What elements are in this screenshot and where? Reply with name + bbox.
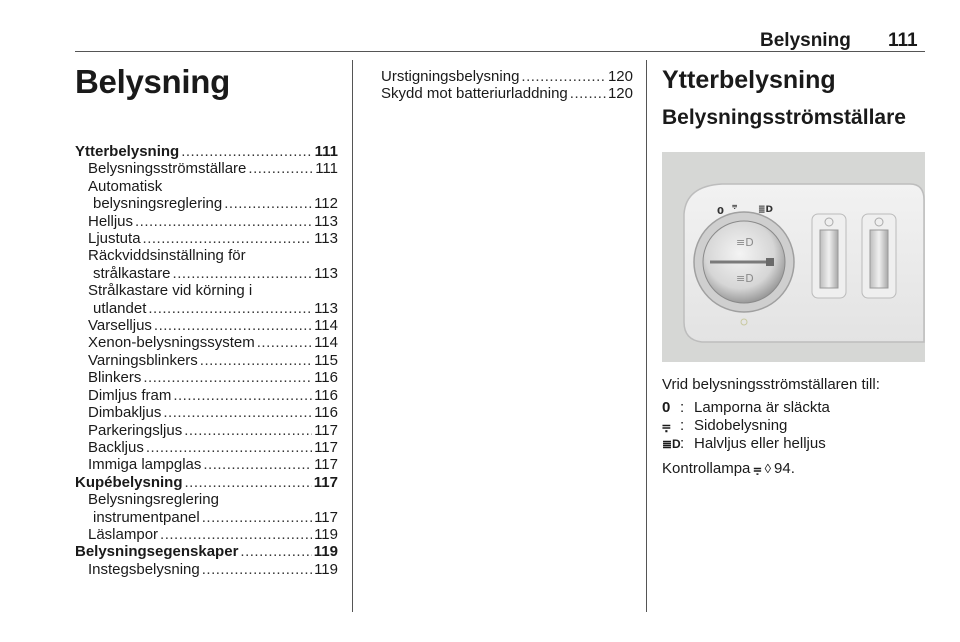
side-lights-icon: ⩦ [753,460,762,476]
toc-entry[interactable] [75,439,338,456]
toc-entry-label: Dimbakljus [88,404,162,422]
table-of-contents-continued [381,68,633,103]
toc-leader-dots [203,456,312,473]
toc-entry-page: 116 [314,404,338,422]
toc-entry-page: 114 [314,334,338,352]
toc-entry-page: 119 [314,560,338,578]
toc-entry-label: Dimljus fram [88,386,172,404]
toc-entry-page: 115 [314,351,338,369]
toc-leader-dots [154,317,312,334]
toc-entry-page: 117 [314,508,338,526]
toc-entry-page: 120 [607,68,633,85]
toc-entry[interactable] [75,213,338,230]
toc-entry-label: Belysningsegenskaper [75,543,239,561]
toc-leader-dots [570,85,606,102]
toc-entry[interactable] [75,456,338,473]
toc-entry-label: Instegsbelysning [88,560,200,578]
toc-entry-page: 117 [314,438,338,456]
toc-entry-page: 117 [314,456,338,474]
toc-entry-page: 113 [314,230,338,248]
toc-entry-label: utlandet [93,299,147,317]
running-header-title: Belysning [760,30,851,51]
toc-entry[interactable] [75,543,338,560]
toc-entry-label: Skydd mot batteriurladdning [381,85,568,103]
table-of-contents [75,143,338,578]
svg-text:≡D: ≡D [736,236,754,249]
toc-leader-dots [173,387,312,404]
legend-colon: : [680,435,685,452]
toc-entry-page: 116 [314,369,338,387]
toc-entry-label: Räckviddsinställning för [88,247,246,265]
toc-entry-label: Belysningsreglering [88,491,219,509]
toc-leader-dots [143,369,312,386]
toc-entry-label: Urstigningsbelysning [381,68,520,85]
toc-leader-dots [143,230,313,247]
legend-colon: : [680,399,685,416]
toc-entry[interactable] [75,422,338,439]
legend-row [662,399,830,417]
toc-entry-page: 119 [314,525,338,543]
page-reference-arrow-icon: ◊ [764,461,772,476]
toc-leader-dots [160,526,312,543]
toc-entry-page: 114 [314,317,338,335]
toc-entry[interactable] [381,68,633,85]
toc-entry[interactable] [75,387,338,404]
toc-entry[interactable] [75,352,338,369]
svg-text:0: 0 [717,206,724,217]
toc-entry-label: Ytterbelysning [75,143,180,160]
toc-entry-page: 113 [314,212,338,230]
subsection-heading: Belysningsströmställare [662,106,906,129]
toc-entry-label: Xenon-belysningssystem [88,334,255,352]
toc-entry-label: Immiga lampglas [88,456,202,474]
toc-entry-page: 117 [313,473,338,491]
legend-row [662,417,830,435]
toc-entry[interactable] [75,404,338,421]
chapter-title: Belysning [75,63,231,100]
toc-entry-page: 113 [314,264,338,282]
toc-leader-dots [200,352,312,369]
svg-text:⩦: ⩦ [732,201,738,211]
column-divider-right [646,60,647,612]
toc-entry-label: Automatisk [88,177,163,195]
toc-leader-dots [148,300,312,317]
toc-entry[interactable] [75,143,338,160]
toc-entry-label: Varningsblinkers [88,351,198,369]
toc-entry-label: Helljus [88,212,134,230]
toc-entry-page: 117 [314,421,338,439]
toc-entry-label: Strålkastare vid körning i [88,282,253,300]
off-symbol-icon: 0 [662,399,671,416]
toc-entry[interactable] [75,369,338,386]
toc-entry[interactable] [75,526,338,543]
toc-leader-dots [521,68,606,85]
toc-entry[interactable] [75,317,338,334]
toc-entry[interactable] [75,230,338,247]
toc-leader-dots [184,422,312,439]
toc-entry-label: Läslampor [88,525,159,543]
control-lamp-page-ref: 94. [774,460,795,477]
control-lamp-reference [662,460,795,477]
toc-leader-dots [146,439,312,456]
toc-entry[interactable] [75,334,338,351]
legend-label: Sidobelysning [694,417,788,434]
header-divider [75,51,925,52]
toc-entry-label: Ljustuta [88,230,141,248]
toc-entry-page: 113 [314,299,338,317]
toc-entry[interactable] [75,509,338,526]
toc-leader-dots [135,213,312,230]
toc-entry-label: strålkastare [93,264,171,282]
toc-entry-label: Belysningsströmställare [88,160,247,178]
toc-entry-page: 111 [315,160,338,178]
toc-entry[interactable] [381,85,633,102]
toc-leader-dots [163,404,312,421]
toc-leader-dots [257,334,312,351]
toc-entry[interactable] [75,195,338,212]
low-beam-icon: ≣D [662,437,681,451]
svg-text:≣D: ≣D [758,205,774,215]
toc-entry-label: Backljus [88,438,144,456]
section-heading: Ytterbelysning [662,66,836,94]
toc-leader-dots [248,160,313,177]
toc-leader-dots [224,195,312,212]
legend-colon: : [680,417,685,434]
svg-text:≡D: ≡D [736,272,754,285]
toc-leader-dots [240,543,311,560]
toc-entry-label: Parkeringsljus [88,421,183,439]
toc-entry[interactable] [75,474,338,491]
control-lamp-label: Kontrollampa [662,460,751,477]
toc-entry-label: instrumentpanel [93,508,200,526]
legend-label: Halvljus eller helljus [694,435,826,452]
toc-leader-dots [185,474,312,491]
toc-entry-label: Kupébelysning [75,473,183,491]
light-switch-photo [662,152,925,362]
toc-entry[interactable] [75,561,338,578]
toc-entry-page: 116 [314,386,338,404]
toc-entry[interactable] [75,160,338,177]
instruction-text: Vrid belysningsströmställaren till: [662,376,880,393]
legend-label: Lamporna är släckta [694,399,830,416]
column-divider-left [352,60,353,612]
toc-entry-page: 120 [607,85,633,103]
toc-entry-label: Blinkers [88,369,142,387]
side-lights-icon: ⩦ [662,417,671,434]
toc-entry-label: Varselljus [88,317,152,335]
page-number: 111 [888,30,918,51]
toc-entry[interactable] [75,300,338,317]
toc-entry-page: 112 [314,195,338,213]
toc-leader-dots [202,561,312,578]
toc-entry-label: belysningsreglering [93,195,223,213]
switch-position-legend [662,399,830,453]
toc-entry-page: 119 [313,543,338,561]
legend-row [662,435,830,453]
toc-leader-dots [202,509,312,526]
toc-leader-dots [181,143,312,160]
toc-leader-dots [173,265,313,282]
toc-entry[interactable] [75,265,338,282]
toc-entry-page: 111 [314,143,338,160]
